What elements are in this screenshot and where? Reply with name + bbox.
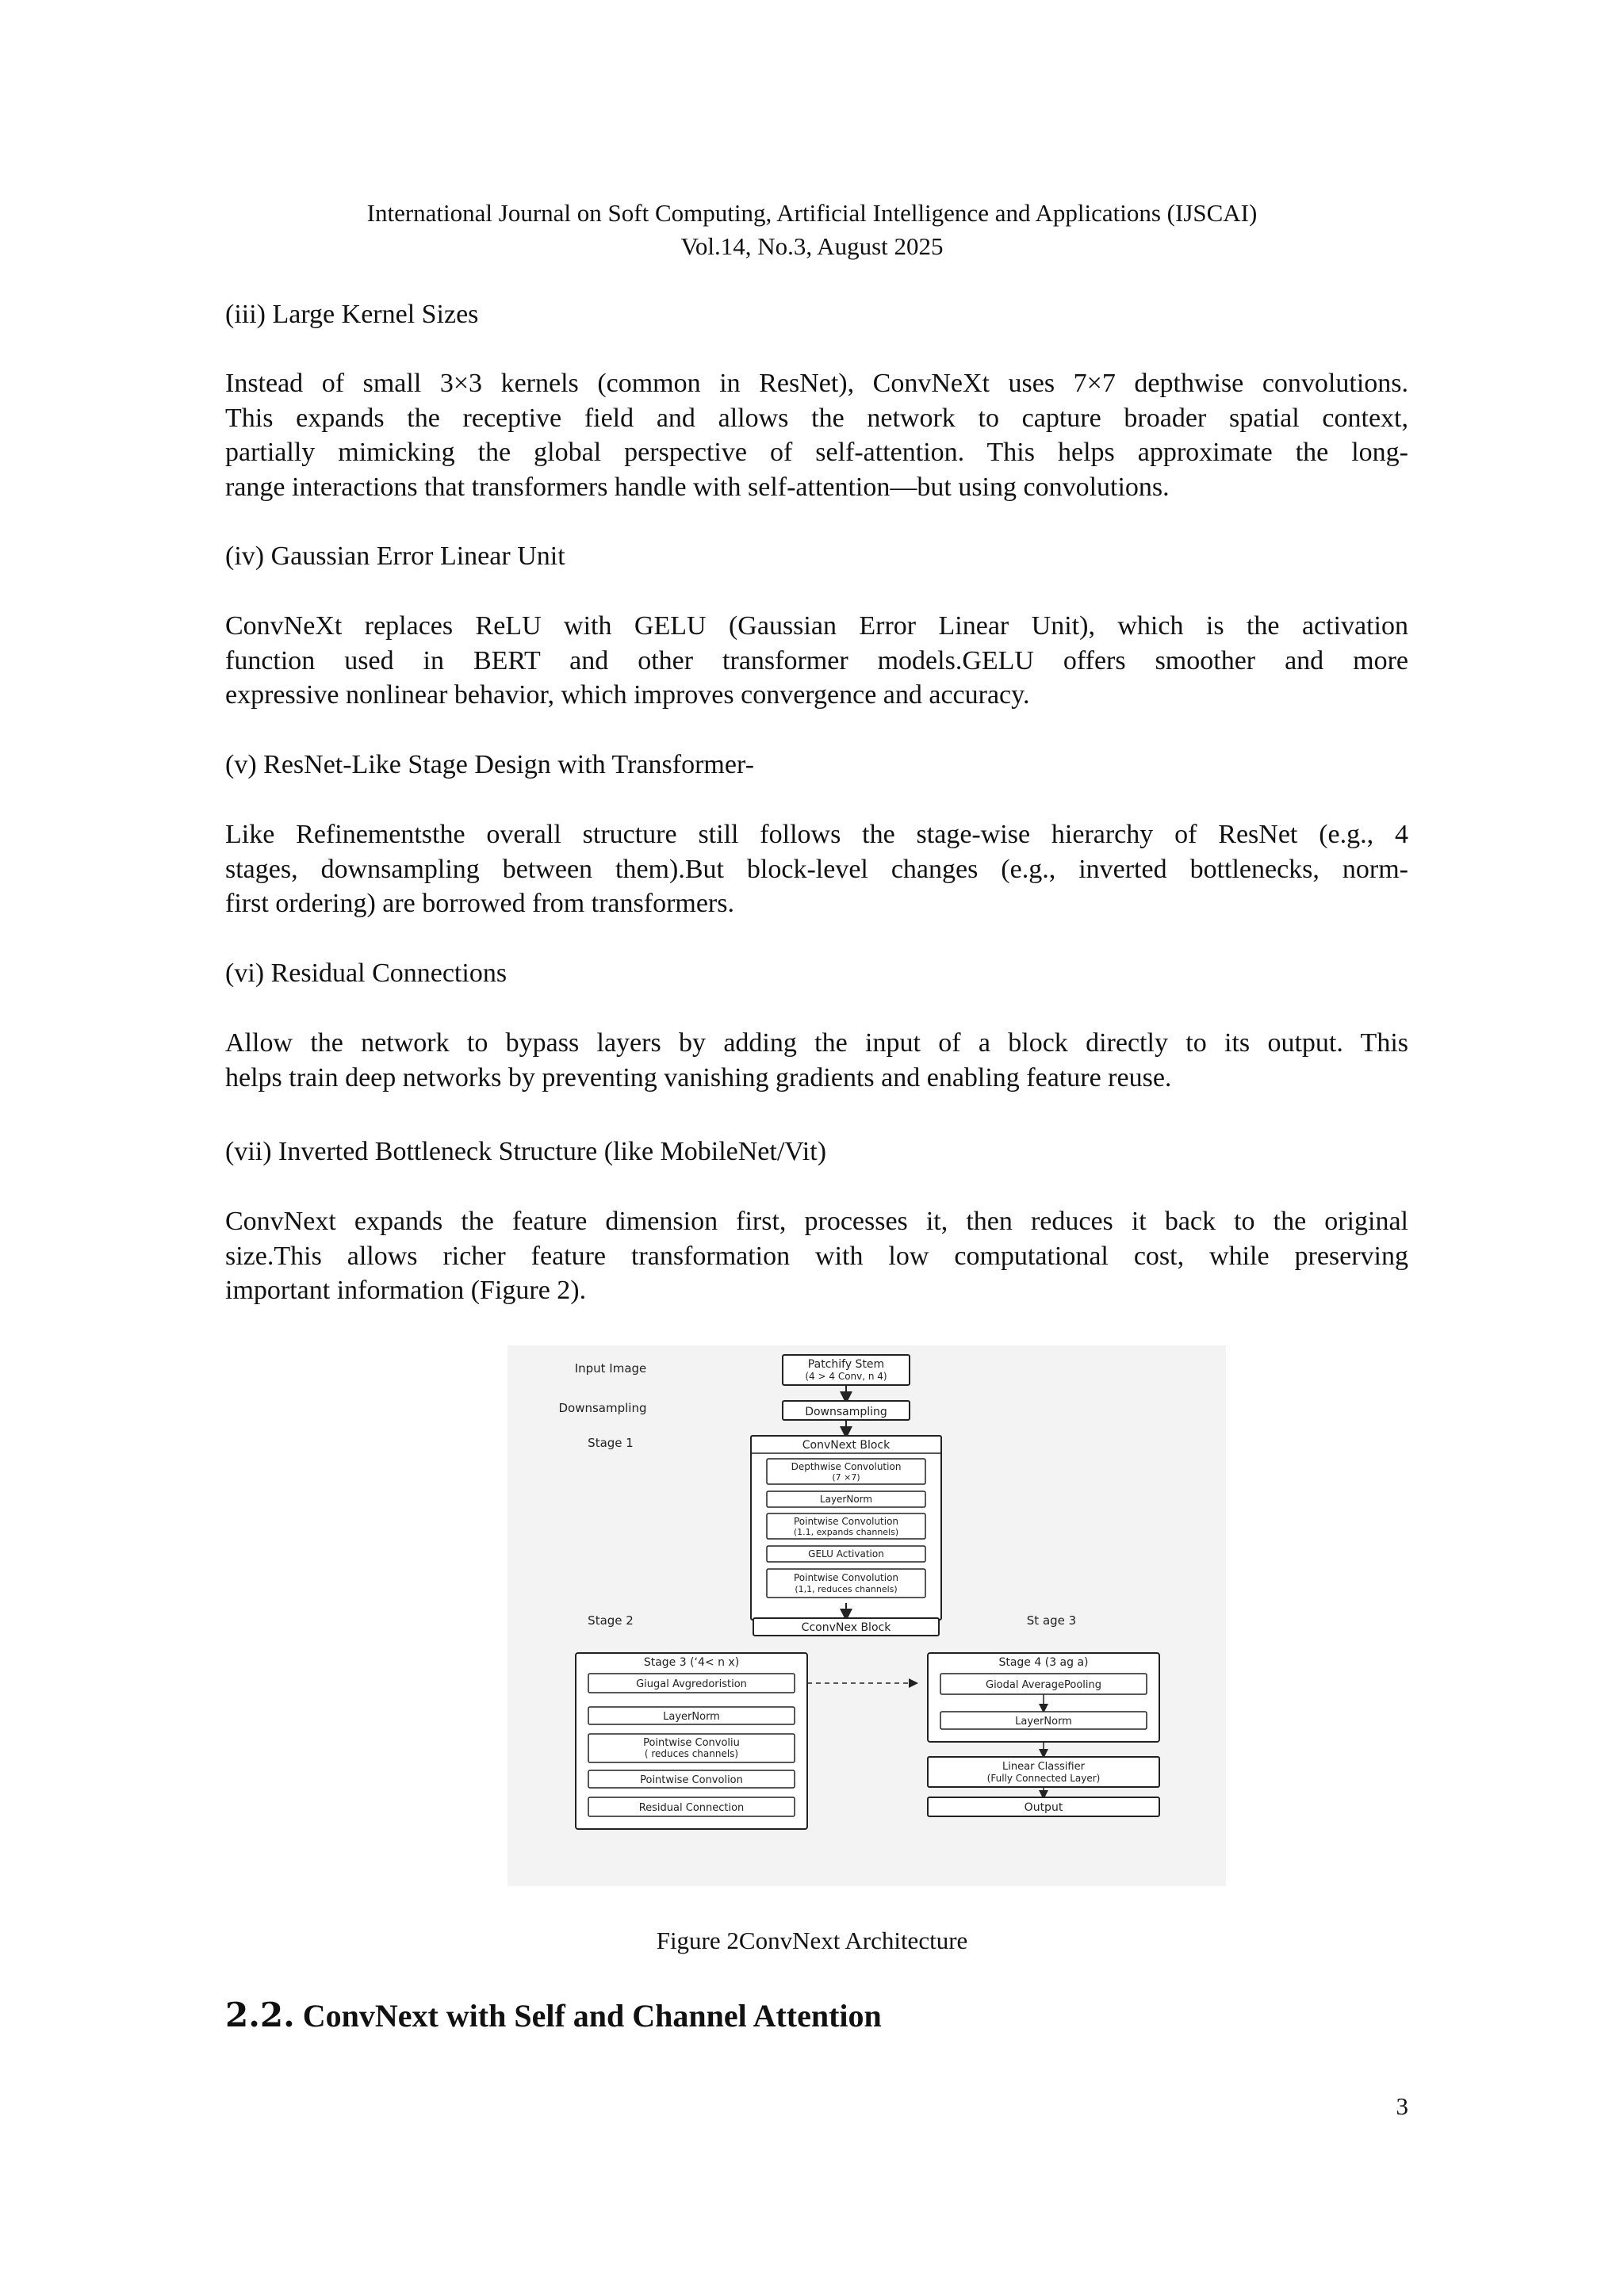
pointwise-reduce-text: Pointwise Convolution (793, 1572, 899, 1583)
pointwise-expand-detail: (1.1, expands channels) (793, 1527, 899, 1537)
stage3-pointwise-detail: ( reduces channels) (644, 1748, 739, 1759)
linear-classifier-box (928, 1757, 1159, 1787)
input-image-label: Input Image (574, 1361, 647, 1376)
paragraph-stage-design (225, 817, 1408, 921)
pointwise-expand-text: Pointwise Convolution (793, 1516, 899, 1527)
text-line: size.This allows richer feature transformation with low computational cost, while preserving (225, 1241, 1408, 1271)
stage4-panel (928, 1653, 1159, 1742)
output-box (928, 1797, 1159, 1816)
journal-volume: Vol.14, No.3, August 2025 (680, 232, 944, 260)
text-line: function used in BERT and other transformer models.GELU offers smoother and more (225, 645, 1408, 675)
stage2-block-text: CconvNex Block (801, 1621, 891, 1634)
text-line: helps train deep networks by preventing vanishing gradients and enabling feature reuse. (225, 1062, 1172, 1093)
subsection-heading-vii: (vii) Inverted Bottleneck Structure (like MobileNet/Vit) (225, 1137, 827, 1166)
section-heading (225, 1996, 882, 2036)
linear-classifier-detail: (Fully Connected Layer) (986, 1773, 1101, 1784)
section-number: 2.2. (225, 1996, 295, 2034)
text-line: Allow the network to bypass layers by adding the input of a block directly to its output. This (225, 1028, 1408, 1058)
depthwise-conv-detail: (7 ×7) (832, 1472, 860, 1483)
text-line: ConvNext expands the feature dimension first, processes it, then reduces it back to the original (225, 1207, 1408, 1236)
patchify-stem-title: Patchify Stem (807, 1358, 885, 1371)
stage4-title: Stage 4 (3 ag a) (998, 1656, 1089, 1669)
stage3-pointwise2-text: Pointwise Convolion (640, 1774, 743, 1786)
subsection-heading-iv: (iv) Gaussian Error Linear Unit (225, 541, 565, 571)
journal-title: International Journal on Soft Computing, Artificial Intelligence and Applications (IJSCAI) (366, 199, 1258, 227)
paragraph-large-kernel (225, 366, 1408, 504)
paragraph-gelu (225, 609, 1408, 713)
global-pooling-text: Giugal Avgredoristion (636, 1678, 747, 1690)
patchify-stem-detail: (4 > 4 Conv, n 4) (805, 1371, 887, 1382)
figure-caption: Figure 2ConvNext Architecture (656, 1927, 968, 1954)
stage2-convnext-block (753, 1618, 939, 1636)
residual-connection-text: Residual Connection (638, 1802, 745, 1814)
depthwise-conv-text: Depthwise Convolution (791, 1461, 902, 1472)
pointwise-reduce-detail: (1,1, reduces channels) (795, 1584, 898, 1594)
convnext-block-title: ConvNext Block (802, 1439, 891, 1452)
stage1-convnext-block (751, 1436, 941, 1620)
text-line: range interactions that transformers handle with self-attention—but using convolutions. (225, 472, 1170, 502)
downsampling-box (783, 1401, 910, 1420)
paragraph-inverted-bottleneck (225, 1204, 1408, 1308)
stage3-label-right: St age 3 (1026, 1613, 1077, 1628)
text-line: stages, downsampling between them).But block-level changes (e.g., inverted bottlenecks, norm- (225, 854, 1408, 884)
text-line: Instead of small 3×3 kernels (common in ResNet), ConvNeXt uses 7×7 depthwise convolutions. (225, 369, 1408, 398)
paragraph-residual (225, 1026, 1408, 1095)
stage3-pointwise-text: Pointwise Convoliu (643, 1737, 740, 1749)
stage1-label: Stage 1 (588, 1436, 634, 1450)
subsection-heading-v: (v) ResNet-Like Stage Design with Transformer- (225, 750, 754, 779)
downsampling-box-text: Downsampling (805, 1406, 887, 1418)
linear-classifier-text: Linear Classifier (1002, 1761, 1085, 1773)
stage4-layernorm-text: LayerNorm (1015, 1716, 1072, 1728)
convnext-architecture-figure (508, 1345, 1226, 1886)
gelu-text: GELU Activation (808, 1548, 884, 1559)
text-line: first ordering) are borrowed from transformers. (225, 889, 734, 918)
global-avgpool-text: Giodal AveragePooling (986, 1679, 1101, 1691)
stage3-layernorm-text: LayerNorm (663, 1711, 720, 1723)
stage3-title: Stage 3 (‘4< n x) (643, 1656, 740, 1669)
output-text: Output (1024, 1801, 1063, 1814)
text-line: ConvNeXt replaces ReLU with GELU (Gaussian Error Linear Unit), which is the activation (225, 611, 1408, 641)
text-line: expressive nonlinear behavior, which improves convergence and accuracy. (225, 680, 1030, 710)
text-line: partially mimicking the global perspective of self-attention. This helps approximate the long- (225, 438, 1408, 467)
architecture-diagram (508, 1345, 1226, 1886)
text-line: important information (Figure 2). (225, 1276, 587, 1305)
journal-header (0, 197, 1624, 263)
subsection-heading-vi: (vi) Residual Connections (225, 959, 508, 988)
downsampling-label: Downsampling (558, 1401, 647, 1415)
page-number: 3 (1396, 2092, 1408, 2120)
layernorm-text: LayerNorm (819, 1494, 873, 1505)
text-line: Like Refinementsthe overall structure still follows the stage-wise hierarchy of ResNet (e.g., 4 (225, 820, 1408, 849)
patchify-stem-box (783, 1355, 910, 1385)
section-title: ConvNext with Self and Channel Attention (302, 1998, 882, 2034)
stage3-panel (576, 1653, 807, 1829)
subsection-heading-iii: (iii) Large Kernel Sizes (225, 300, 479, 329)
text-line: This expands the receptive field and allows the network to capture broader spatial context, (225, 403, 1408, 433)
stage2-label: Stage 2 (588, 1613, 634, 1628)
